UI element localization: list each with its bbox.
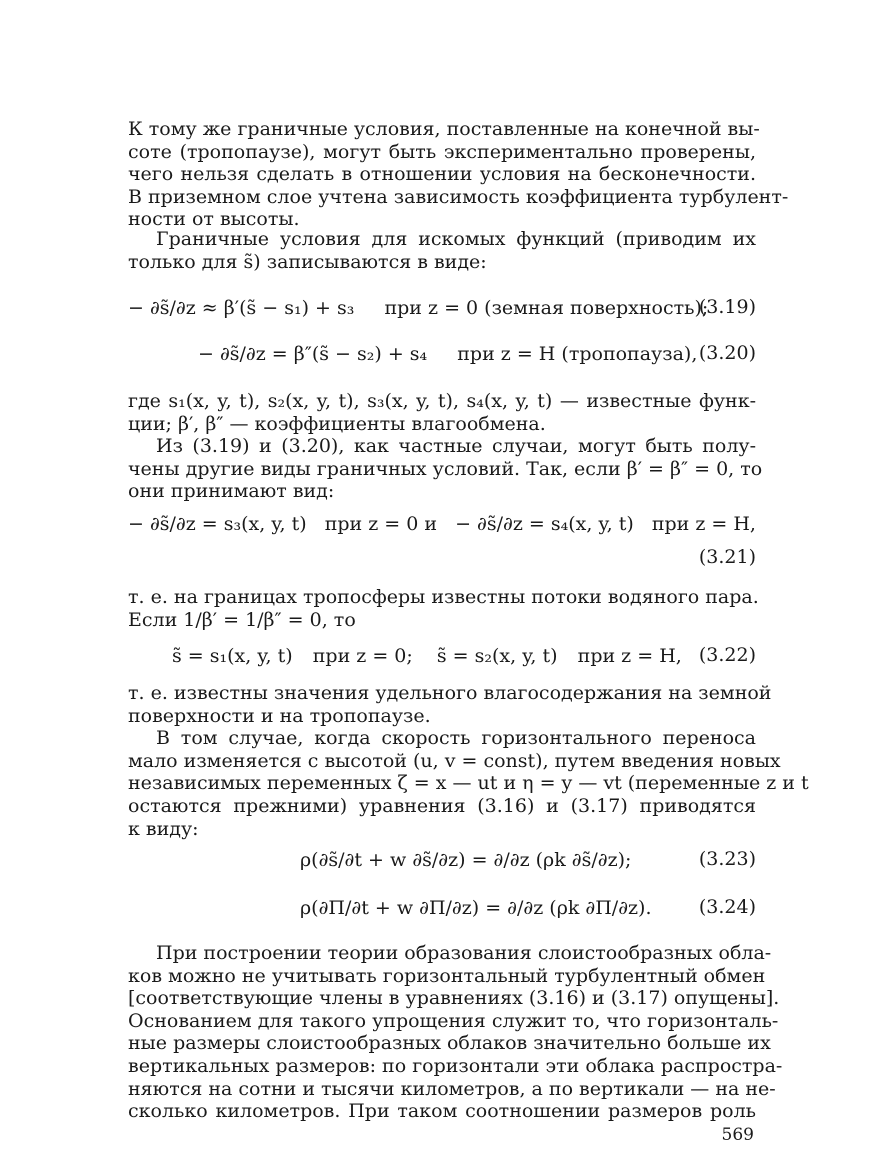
text-line: В приземном слое учтена зависимость коэффициента турбулент- (128, 185, 789, 208)
paragraph-boundary-conditions (128, 118, 789, 231)
text-line: только для s̃) записываются в виде: (128, 250, 487, 273)
equation-number: (3.19) (698, 296, 756, 318)
equation-number: (3.23) (698, 848, 756, 870)
paragraph-vapor-fluxes (128, 586, 759, 631)
text-line: ные размеры слоистообразных облаков значительно больше их (128, 1032, 771, 1055)
paragraph-stratiform-clouds (128, 942, 783, 1123)
text-line: к виду: (128, 817, 199, 840)
paragraph-intro-conditions (128, 228, 756, 273)
text-line: мало изменяется с высотой (u, v = const), путем введения новых (128, 749, 781, 772)
equation-3-23 (300, 848, 631, 872)
text-line: остаются прежними) уравнения (3.16) и (3.17) приводятся (128, 794, 756, 817)
text-line: т. е. известны значения удельного влагосодержания на земной (128, 682, 772, 704)
text-line: сколько километров. При таком соотношении размеров роль (128, 1100, 756, 1123)
equation-3-22 (172, 644, 682, 668)
equation-part: s̃ = s₁(x, y, t) (172, 645, 293, 667)
text-line: где s₁(x, y, t), s₂(x, y, t), s₃(x, y, t), s₄(x, y, t) — известные функ- (128, 390, 756, 412)
equation-3-21 (128, 512, 756, 536)
text-line: ности от высоты. (128, 208, 300, 231)
equation-number: (3.20) (698, 342, 756, 364)
text-line: поверхности и на тропопаузе. (128, 704, 431, 727)
text-line: [соответствующие члены в уравнениях (3.16) и (3.17) опущены]. (128, 987, 780, 1010)
equation-lhs: − ∂s̃/∂z ≈ β′(s̃ − s₁) + s₃ (128, 297, 355, 319)
text-line: независимых переменных ζ = x — ut и η = y — vt (переменные z и t (128, 772, 809, 795)
equation-number: (3.24) (698, 896, 756, 918)
equation-3-19 (128, 296, 708, 320)
equation-text: ρ(∂Π/∂t + w ∂Π/∂z) = ∂/∂z (ρk ∂Π/∂z). (300, 897, 652, 919)
text-line: Граничные условия для искомых функций (приводим их (156, 228, 756, 250)
text-line: При построении теории образования слоистообразных обла- (156, 942, 772, 964)
text-line: ции; β′, β″ — коэффициенты влагообмена. (128, 412, 546, 435)
text-line: няются на сотни и тысячи километров, а по вертикали — на не- (128, 1077, 776, 1100)
text-line: они принимают вид: (128, 480, 335, 503)
equation-condition: при z = 0 (земная поверхность); (384, 297, 709, 319)
equation-part: s̃ = s₂(x, y, t) (436, 645, 558, 667)
text-line: вертикальных размеров: по горизонтали эти облака распростра- (128, 1054, 783, 1077)
text-line: соте (тропопаузе), могут быть экспериментально проверены, (128, 140, 756, 163)
equation-part: при z = H, (651, 513, 756, 535)
equation-condition: при z = H (тропопауза), (457, 343, 698, 365)
equation-text: ρ(∂s̃/∂t + w ∂s̃/∂z) = ∂/∂z (ρk ∂s̃/∂z); (300, 849, 632, 871)
equation-part: при z = H, (577, 645, 682, 667)
equation-3-20 (198, 342, 697, 366)
text-line: В том случае, когда скорость горизонтального переноса (156, 727, 756, 750)
text-line: Из (3.19) и (3.20), как частные случаи, могут быть полу- (156, 435, 756, 458)
equation-lhs: − ∂s̃/∂z = β″(s̃ − s₂) + s₄ (198, 343, 428, 365)
text-line: чены другие виды граничных условий. Так, если β′ = β″ = 0, то (128, 457, 763, 480)
equation-part: при z = 0; (312, 645, 413, 667)
text-line: чего нельзя сделать в отношении условия на бесконечности. (128, 163, 756, 186)
text-line: т. е. на границах тропосферы известны потоки водяного пара. (128, 586, 759, 608)
text-line: ков можно не учитывать горизонтальный турбулентный обмен (128, 964, 766, 987)
equation-3-24 (300, 896, 652, 920)
equation-part: при z = 0 и (324, 513, 438, 535)
paragraph-horizontal-transport (128, 682, 809, 840)
page-number: 569 (721, 1125, 754, 1145)
text-line: Если 1/β′ = 1/β″ = 0, то (128, 608, 356, 631)
text-line: К тому же граничные условия, поставленные на конечной вы- (128, 118, 760, 140)
equation-part: − ∂s̃/∂z = s₃(x, y, t) (128, 513, 307, 535)
text-line: Основанием для такого упрощения служит то, что горизонталь- (128, 1009, 779, 1032)
equation-part: − ∂s̃/∂z = s₄(x, y, t) (455, 513, 634, 535)
paragraph-known-functions (128, 390, 763, 503)
equation-number: (3.22) (698, 644, 756, 666)
equation-number: (3.21) (698, 546, 756, 568)
